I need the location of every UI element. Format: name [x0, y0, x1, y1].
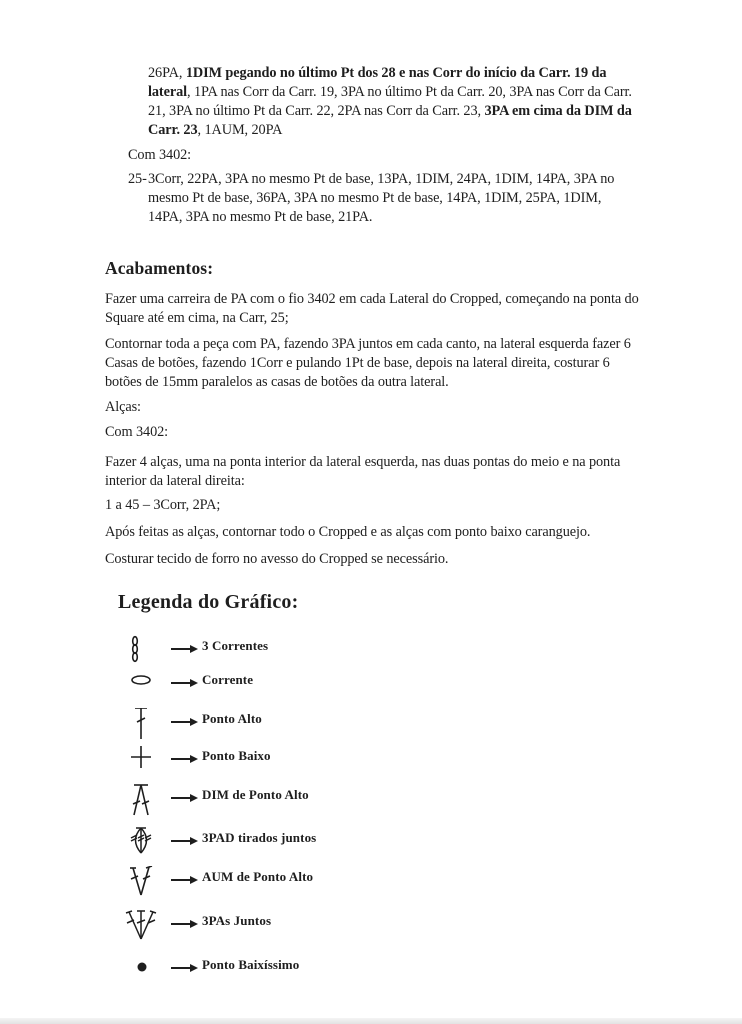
- yarn-color-note: Com 3402:: [128, 147, 192, 163]
- chain-oval-icon: [120, 669, 166, 709]
- arrow-right-icon: [170, 835, 200, 847]
- legend-label: 3PAD tirados juntos: [202, 830, 317, 845]
- legend-label: 3PAs Juntos: [202, 913, 272, 928]
- yarn-color-note: Com 3402:: [105, 424, 169, 440]
- paragraph: Costurar tecido de forro no avesso do Cropped se necessário.: [105, 551, 449, 567]
- legend-item: [120, 827, 380, 857]
- page-bottom-edge: [0, 1018, 742, 1024]
- slip-stitch-dot-icon: [120, 954, 166, 994]
- legend-item: [120, 910, 380, 940]
- legend-item: [120, 708, 380, 738]
- legend-label: Ponto Alto: [202, 711, 262, 726]
- bold-instruction: 1DIM pegando no último Pt dos 28 e nas Corr do início da Carr. 19 da lateral: [148, 65, 607, 100]
- legend-label: 3 Correntes: [202, 638, 269, 653]
- paragraph: Fazer 4 alças, uma na ponta interior da lateral esquerda, nas duas pontas do meio e na ponta interior da lateral direita:: [105, 454, 621, 489]
- row-25-instruction: [128, 170, 638, 225]
- arrow-right-icon: [170, 792, 200, 804]
- arrow-right-icon: [170, 918, 200, 930]
- row-text: 3Corr, 22PA, 3PA no mesmo Pt de base, 13PA, 1DIM, 24PA, 1DIM, 14PA, 3PA no mesmo Pt de base, 36PA, 3PA no mesmo Pt de base, 14PA, 1DIM, 25PA, 1DIM, 14PA, 3PA no mesmo Pt de base, 21PA.: [148, 171, 615, 225]
- legend-item: [120, 635, 380, 665]
- three-dc-same-stitch-icon: [120, 910, 166, 950]
- arrow-right-icon: [170, 716, 200, 728]
- legend-heading: Legenda do Gráfico:: [118, 591, 299, 613]
- paragraph: Fazer uma carreira de PA com o fio 3402 em cada Lateral do Cropped, começando na ponta do Square até em cima, na Carr, 25;: [105, 291, 639, 326]
- subheading-alcas: Alças:: [105, 399, 141, 415]
- legend-label: Ponto Baixíssimo: [202, 957, 300, 972]
- paragraph: Contornar toda a peça com PA, fazendo 3PA juntos em cada canto, na lateral esquerda fazer 6 Casas de botões, fazendo 1Corr e pulando 1Pt de base, depois na lateral direita, costurar 6 botões de 15mm paralelos as casas de botões da outra lateral.: [105, 336, 631, 390]
- three-dc-cluster-icon: [120, 827, 166, 867]
- legend-item: [120, 669, 380, 699]
- legend-item: [120, 784, 380, 814]
- row-number: 25-: [128, 171, 147, 187]
- legend-label: Ponto Baixo: [202, 748, 271, 763]
- double-crochet-icon: [120, 708, 166, 748]
- section-heading-acabamentos: Acabamentos:: [105, 258, 214, 278]
- legend-label: DIM de Ponto Alto: [202, 787, 309, 802]
- arrow-right-icon: [170, 753, 200, 765]
- paragraph: 1 a 45 – 3Corr, 2PA;: [105, 497, 221, 513]
- dc-increase-icon: [120, 866, 166, 906]
- legend-label: AUM de Ponto Alto: [202, 869, 314, 884]
- dc-decrease-icon: [120, 784, 166, 824]
- bold-instruction: 3PA em cima da DIM da Carr. 23: [148, 103, 632, 138]
- legend-label: Corrente: [202, 672, 254, 687]
- paragraph: Após feitas as alças, contornar todo o Cropped e as alças com ponto baixo caranguejo.: [105, 524, 591, 540]
- legend-item: [120, 745, 380, 775]
- arrow-right-icon: [170, 962, 200, 974]
- instruction-continuation: 26PA, 1DIM pegando no último Pt dos 28 e nas Corr do início da Carr. 19 da lateral, 1PA nas Corr da Carr. 19, 3PA no último Pt da Carr. 20, 3PA nas Corr da Carr. 21, 3PA no último Pt da Carr. 22, 2PA nas Corr da Carr. 23, 3PA em cima da DIM da Carr. 23, 1AUM, 20PA: [148, 65, 632, 138]
- single-crochet-cross-icon: [120, 745, 166, 785]
- arrow-right-icon: [170, 643, 200, 655]
- arrow-right-icon: [170, 677, 200, 689]
- arrow-right-icon: [170, 874, 200, 886]
- legend-item: [120, 866, 380, 896]
- legend-item: [120, 954, 380, 984]
